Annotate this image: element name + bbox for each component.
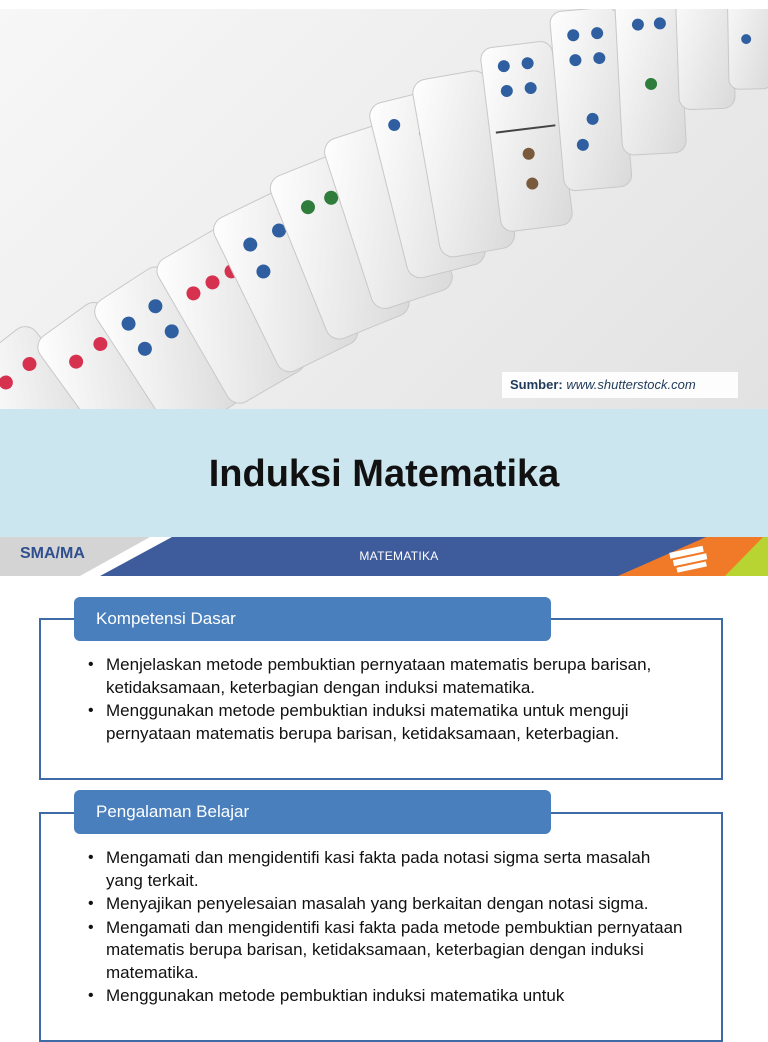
title-slide [0, 9, 768, 576]
domino [674, 9, 735, 110]
list-item: • Mengamati dan mengidentifi kasi fakta pada notasi sigma serta masalah yang terkait. [88, 847, 688, 892]
source-url: www.shutterstock.com [566, 377, 696, 392]
slide-title: Induksi Matematika [208, 453, 560, 495]
list-item: • Menyajikan penyelesaian masalah yang berkaitan dengan notasi sigma. [88, 893, 688, 916]
source-label: Sumber: [510, 377, 563, 392]
slide-footer [0, 537, 768, 576]
domino-photo [0, 9, 768, 409]
subject-label: MATEMATIKA [359, 549, 439, 563]
list-item: • Mengamati dan mengidentifi kasi fakta pada metode pembuktian pernyataan matematis berupa barisan, ketidaksamaan, keterbagian dengan induksi matematika. [88, 917, 688, 985]
kompetensi-list [88, 654, 688, 746]
pengalaman-list [88, 847, 688, 1009]
school-level: SMA/MA [20, 545, 85, 562]
domino [727, 9, 768, 89]
list-item: • Menggunakan metode pembuktian induksi matematika untuk [88, 985, 688, 1008]
list-item: • Menggunakan metode pembuktian induksi matematika untuk menguji pernyataan matematis berupa barisan, ketidaksamaan, keterbagian. [88, 700, 688, 745]
dominoes-illustration [0, 9, 768, 409]
kompetensi-heading: Kompetensi Dasar [74, 597, 551, 641]
image-source-caption [502, 372, 738, 398]
list-item: • Menjelaskan metode pembuktian pernyataan matematis berupa barisan, ketidaksamaan, keterbagian dengan induksi matematika. [88, 654, 688, 699]
domino [614, 9, 687, 156]
pengalaman-heading: Pengalaman Belajar [74, 790, 551, 834]
